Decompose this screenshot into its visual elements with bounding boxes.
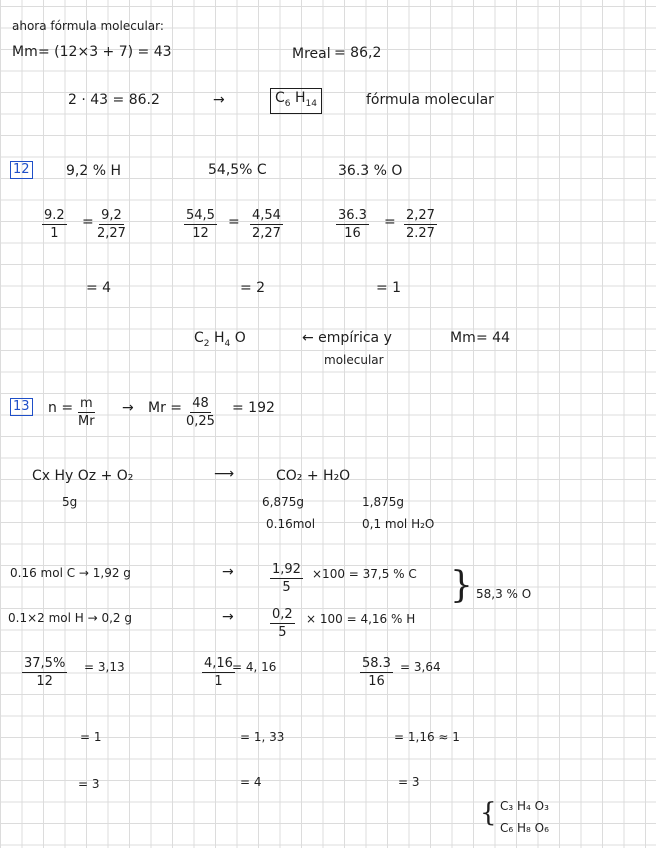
question-number-13: 13 [10, 398, 33, 416]
arrow-right: → [222, 564, 234, 580]
n-label: n = [48, 400, 74, 416]
c-division-fraction: $\frac{37,5\%}{12}$ [24, 656, 66, 689]
oxygen-percent: 36.3 % O [338, 163, 403, 179]
o-division-fraction: $\frac{58.3}{16}$ [362, 656, 391, 689]
molecular-formula-box: $C_6$ $H_{14}$ [270, 88, 322, 114]
reaction-products: CO₂ + H₂O [276, 468, 351, 484]
o-fraction-2: $\frac{2,27}{2.27}$ [406, 208, 435, 241]
empirical-formula: $C_2$ $H_4$ O [194, 330, 246, 349]
sample-mass: 5g [62, 495, 78, 509]
co2-moles: 0.16mol [266, 517, 316, 531]
hydrogen-mass-line: 0.1×2 mol H → 0,2 g [8, 611, 132, 625]
o-fraction-1: $\frac{36.3}{16}$ [338, 208, 367, 241]
mreal-label: Mreal [292, 46, 331, 62]
mreal-value: = 86,2 [334, 45, 382, 61]
c-fraction-2: $\frac{4,54}{2,27}$ [252, 208, 281, 241]
carbon-percent-result: ×100 = 37,5 % C [312, 567, 417, 581]
mr-label: Mr = [148, 400, 183, 416]
curly-brace-small: { [480, 798, 497, 828]
c-fraction-1: $\frac{54,5}{12}$ [186, 208, 215, 241]
mr-value: = 192 [232, 400, 275, 416]
reaction-reactants: Cx Hy Oz + O₂ [32, 468, 134, 484]
carbon-mass-line: 0.16 mol C → 1,92 g [10, 566, 131, 580]
equals-sign: = [82, 214, 94, 230]
empirical-formula-13: C₃ H₄ O₃ [500, 799, 549, 813]
empirical-note: ← empírica y [302, 330, 392, 346]
hydrogen-fraction: $\frac{0,2}{5}$ [272, 607, 293, 640]
mr-fraction: $\frac{48}{0,25}$ [186, 396, 215, 429]
h-division-fraction: $\frac{4,16}{1}$ [204, 656, 233, 689]
ratio-expression: 2 · 43 = 86.2 [68, 92, 160, 108]
h-ratio: = 4 [86, 280, 112, 296]
arrow-right: → [222, 609, 234, 625]
o-ratio-1: = 1,16 ≈ 1 [394, 730, 460, 744]
h-fraction-1: $\frac{9.2}{1}$ [44, 208, 65, 241]
question-number-12: 12 [10, 161, 33, 179]
curly-brace: } [450, 565, 473, 606]
mm-value-12: = 44 [476, 330, 510, 346]
o-ratio: = 1 [376, 280, 402, 296]
o-division-result: = 3,64 [400, 660, 441, 674]
n-fraction: $\frac{m}{Mr}$ [78, 396, 95, 429]
mm-expression: = (12×3 + 7) = 43 [38, 44, 172, 60]
h-fraction-2: $\frac{9,2}{2,27}$ [97, 208, 126, 241]
c-ratio-2: = 3 [78, 777, 100, 791]
arrow-right: → [213, 92, 225, 108]
formula-label: fórmula molecular [366, 92, 494, 108]
h-ratio-1: = 1, 33 [240, 730, 285, 744]
carbon-percent: 54,5% C [208, 162, 267, 178]
equals-sign: = [228, 214, 240, 230]
h2o-moles: 0,1 mol H₂O [362, 517, 435, 531]
c-division-result: = 3,13 [84, 660, 125, 674]
c-ratio-1: = 1 [80, 730, 102, 744]
co2-mass: 6,875g [262, 495, 304, 509]
oxygen-percent-result: 58,3 % O [476, 587, 532, 601]
molecular-note: molecular [324, 353, 384, 367]
molecular-formula-13: C₆ H₈ O₆ [500, 821, 549, 835]
reaction-arrow: ⟶ [214, 466, 235, 482]
carbon-fraction: $\frac{1,92}{5}$ [272, 562, 301, 595]
arrow-right: → [122, 400, 134, 416]
h-ratio-2: = 4 [240, 775, 262, 789]
o-ratio-2: = 3 [398, 775, 420, 789]
mm-label: Mm [12, 44, 38, 60]
c-ratio: = 2 [240, 280, 266, 296]
equals-sign: = [384, 214, 396, 230]
h2o-mass: 1,875g [362, 495, 404, 509]
h-division-result: = 4, 16 [232, 660, 277, 674]
hydrogen-percent-result: × 100 = 4,16 % H [306, 612, 416, 626]
mm-label-12: Mm [450, 330, 476, 346]
intro-text: ahora fórmula molecular: [12, 19, 164, 33]
hydrogen-percent: 9,2 % H [66, 163, 121, 179]
